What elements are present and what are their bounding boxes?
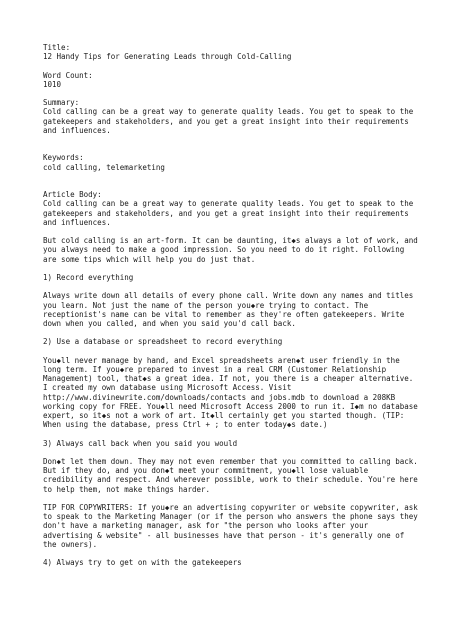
body-line: to help them, not make things harder.: [43, 484, 211, 494]
body-line: and influences.: [43, 217, 111, 227]
tip-heading: 1) Record everything: [43, 272, 134, 282]
summary-line: gatekeepers and stakeholders, and you get a great insight into their requirements: [43, 116, 409, 126]
body-line: Always write down all details of every phone call. Write down any names and titles: [43, 291, 414, 301]
copywriter-tip-line: advertising & website" - all businesses have that person - it's generally one of: [43, 530, 405, 540]
keywords-label: Keywords:: [43, 153, 84, 163]
body-line: But cold calling is an art-form. It can be daunting, it◆s always a lot of work, and: [43, 236, 418, 246]
body-line: working copy for FREE. You◆ll need Microsoft Access 2000 to run it. I◆m no database: [43, 401, 418, 411]
summary-line: Cold calling can be a great way to generate quality leads. You get to speak to the: [43, 107, 414, 117]
body-line: I created my own database using Microsoft Access. Visit: [43, 383, 292, 393]
title-label: Title:: [43, 43, 71, 52]
word-count-label: Word Count:: [43, 70, 93, 80]
summary-line: and influences.: [43, 125, 111, 135]
keywords-value: cold calling, telemarketing: [43, 162, 165, 172]
tip-heading: 3) Always call back when you said you would: [43, 438, 238, 448]
body-line: Management) tool, that◆s a great idea. If not, you there is a cheaper alternative.: [43, 374, 414, 384]
body-line: receptionist's name can be vital to remember as they're often gatekeepers. Write: [43, 309, 405, 319]
body-line: Cold calling can be a great way to generate quality leads. You get to speak to the: [43, 199, 414, 209]
body-line: you always need to make a good impression. So you need to do it right. Following: [43, 245, 405, 255]
document-text: [43, 43, 438, 567]
body-line: You◆ll never manage by hand, and Excel spreadsheets aren◆t user friendly in the: [43, 355, 400, 365]
copywriter-tip-line: don't have a marketing manager, ask for "the person who looks after your: [43, 521, 369, 531]
summary-label: Summary:: [43, 98, 80, 108]
body-line: down when you called, and when you said you'd call back.: [43, 318, 296, 328]
tip-heading: 4) Always try to get on with the gatekeepers: [43, 558, 242, 568]
body-line: long term. If you◆re prepared to invest in a real CRM (Customer Relationship: [43, 364, 387, 374]
body-line: expert, so it◆s not a work of art. It◆ll certainly get you started though. (TIP:: [43, 410, 405, 420]
body-line: But if they do, and you don◆t meet your commitment, you◆ll lose valuable: [43, 466, 369, 476]
body-line: you learn. Not just the name of the person you◆re trying to contact. The: [43, 300, 369, 310]
word-count-value: 1010: [43, 79, 62, 89]
download-link-text: http://www.divinewrite.com/downloads/contacts and jobs.mdb to download a 208KB: [43, 392, 396, 402]
body-line: credibility and respect. And wherever possible, work to their schedule. You're here: [43, 475, 418, 485]
copywriter-tip-line: to speak to the Marketing Manager (or if the person who answers the phone says they: [43, 512, 418, 522]
copywriter-tip-line: the owners).: [43, 539, 98, 549]
body-line: When using the database, press Ctrl + ; to enter today◆s date.): [43, 420, 328, 430]
tip-heading: 2) Use a database or spreadsheet to record everything: [43, 337, 283, 347]
body-line: gatekeepers and stakeholders, and you get a great insight into their requirements: [43, 208, 409, 218]
body-line: are some tips which will help you do just that.: [43, 254, 256, 264]
copywriter-tip-line: TIP FOR COPYWRITERS: If you◆re an advertising copywriter or website copywriter, ask: [43, 502, 418, 512]
body-line: Don◆t let them down. They may not even remember that you committed to calling back.: [43, 456, 418, 466]
article-body-label: Article Body:: [43, 190, 102, 200]
article-title: 12 Handy Tips for Generating Leads through Cold-Calling: [43, 52, 292, 62]
